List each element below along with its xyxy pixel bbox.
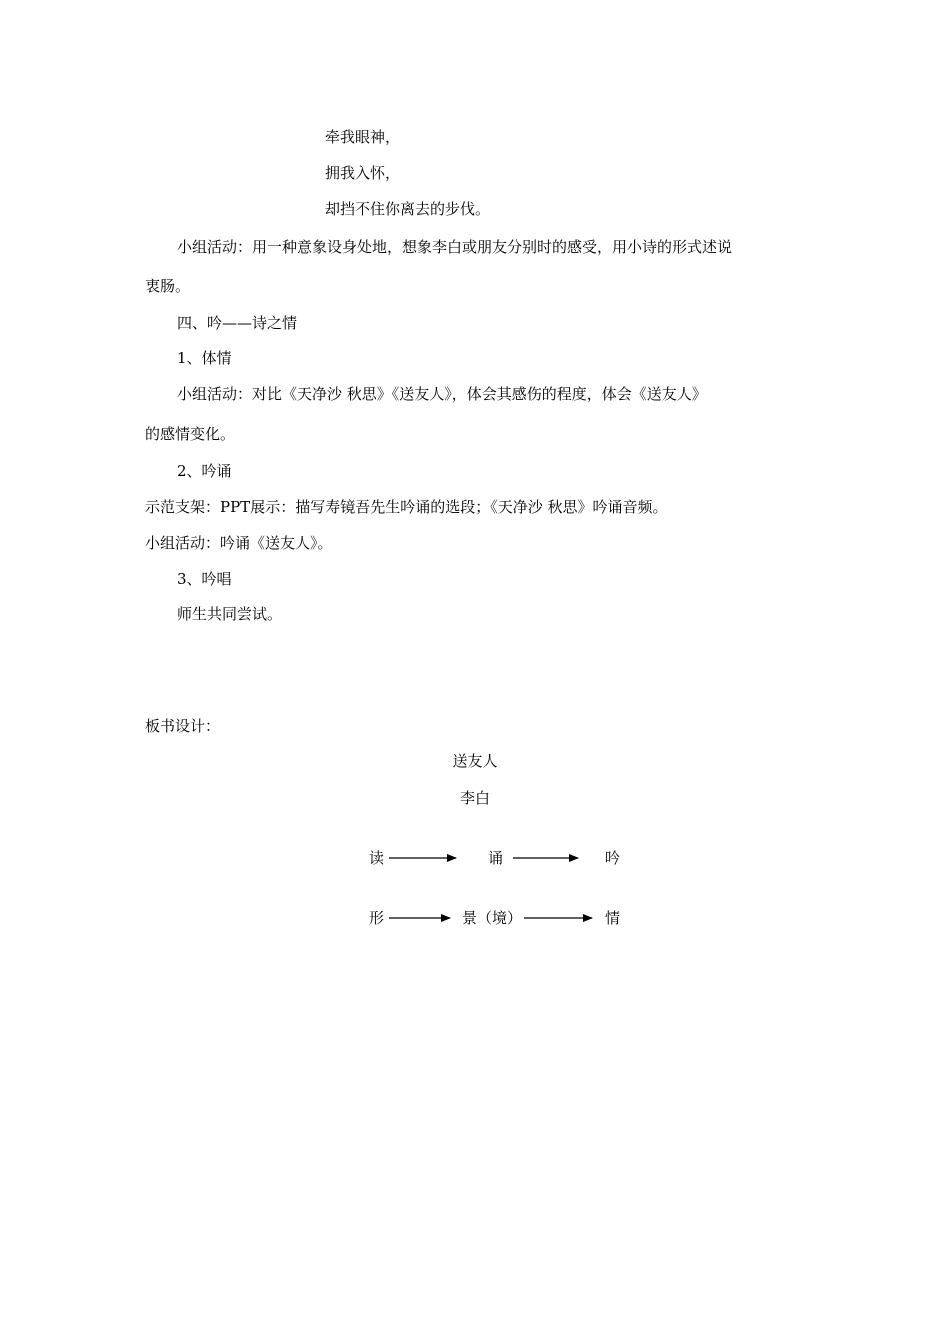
activity-1-line-1: 小组活动：用一种意象设身处地，想象李白或朋友分别时的感受，用小诗的形式述说 — [177, 238, 733, 256]
compare-activity-line-2: 的感情变化。 — [145, 425, 236, 443]
board-row1-recite: 诵 — [488, 849, 504, 867]
board-design-label: 板书设计： — [145, 717, 221, 735]
section-4-heading: 四、吟——诗之情 — [177, 314, 298, 332]
poem-line-3: 却挡不住你离去的步伐。 — [325, 200, 491, 218]
board-title: 送友人 — [452, 752, 498, 770]
step-3-heading: 3、吟唱 — [177, 570, 232, 588]
step-1-heading: 1、体情 — [177, 349, 232, 367]
poem-line-1: 牵我眼神， — [325, 128, 401, 146]
step-2-heading: 2、吟诵 — [177, 462, 232, 480]
board-row2-form: 形 — [369, 909, 385, 927]
board-row2-emotion: 情 — [605, 909, 621, 927]
practice-line: 师生共同尝试。 — [177, 605, 283, 623]
board-author: 李白 — [459, 789, 490, 807]
recite-activity: 小组活动：吟诵《送友人》。 — [145, 534, 333, 552]
board-row1-chant: 吟 — [605, 849, 621, 867]
board-row2-scene: 景（境） — [462, 909, 523, 927]
demo-scaffold: 示范支架：PPT展示：描写寿镜吾先生吟诵的选段；《天净沙 秋思》吟诵音频。 — [145, 498, 668, 516]
activity-1-line-2: 衷肠。 — [145, 277, 191, 295]
compare-activity-line-1: 小组活动：对比《天净沙 秋思》《送友人》，体会其感伤的程度，体会《送友人》 — [177, 385, 707, 403]
board-row1-read: 读 — [369, 849, 385, 867]
poem-line-2: 拥我入怀， — [325, 164, 401, 182]
